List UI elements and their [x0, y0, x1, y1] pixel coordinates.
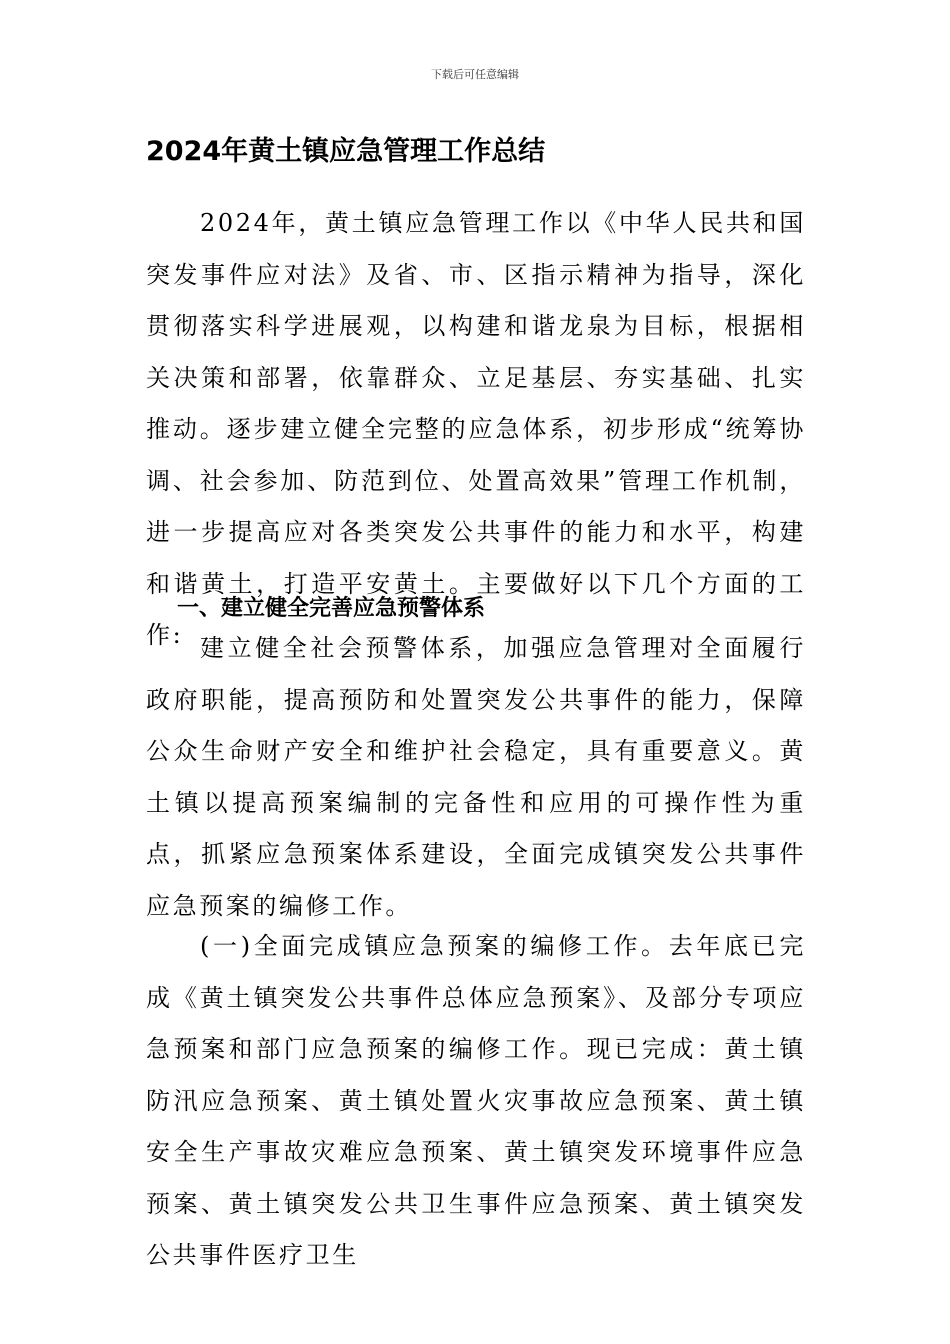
- page-header-note: 下载后可任意编辑: [431, 68, 519, 81]
- intro-paragraph: 2024年，黄土镇应急管理工作以《中华人民共和国突发事件应对法》及省、市、区指示精神为指导，深化贯彻落实科学进展观，以构建和谐龙泉为目标，根据相关决策和部署，依靠群众、立足基层、夯实基础、扎实推动。逐步建立健全完整的应急体系，初步形成“统筹协调、社会参加、防范到位、处置高效果”管理工作机制，进一步提高应对各类突发公共事件的能力和水平，构建和谐黄土，打造平安黄土。主要做好以下几个方面的工作:: [146, 209, 806, 649]
- subsection-paragraph: (一)全面完成镇应急预案的编修工作。去年底已完成《黄土镇突发公共事件总体应急预案》、及部分专项应急预案和部门应急预案的编修工作。现已完成：黄土镇防汛应急预案、黄土镇处置火灾事故应急预案、黄土镇安全生产事故灾难应急预案、黄土镇突发环境事件应急预案、黄土镇突发公共卫生事件应急预案、黄土镇突发公共事件医疗卫生: [146, 932, 806, 1269]
- section-body-paragraph: 建立健全社会预警体系，加强应急管理对全面履行政府职能，提高预防和处置突发公共事件的能力，保障公众生命财产安全和维护社会稳定，具有重要意义。黄土镇以提高预案编制的完备性和应用的可操作性为重点，抓紧应急预案体系建设，全面完成镇突发公共事件应急预案的编修工作。: [146, 634, 806, 920]
- section-heading: 一、建立健全完善应急预警体系: [177, 596, 486, 621]
- document-title: 2024年黄土镇应急管理工作总结: [146, 136, 546, 167]
